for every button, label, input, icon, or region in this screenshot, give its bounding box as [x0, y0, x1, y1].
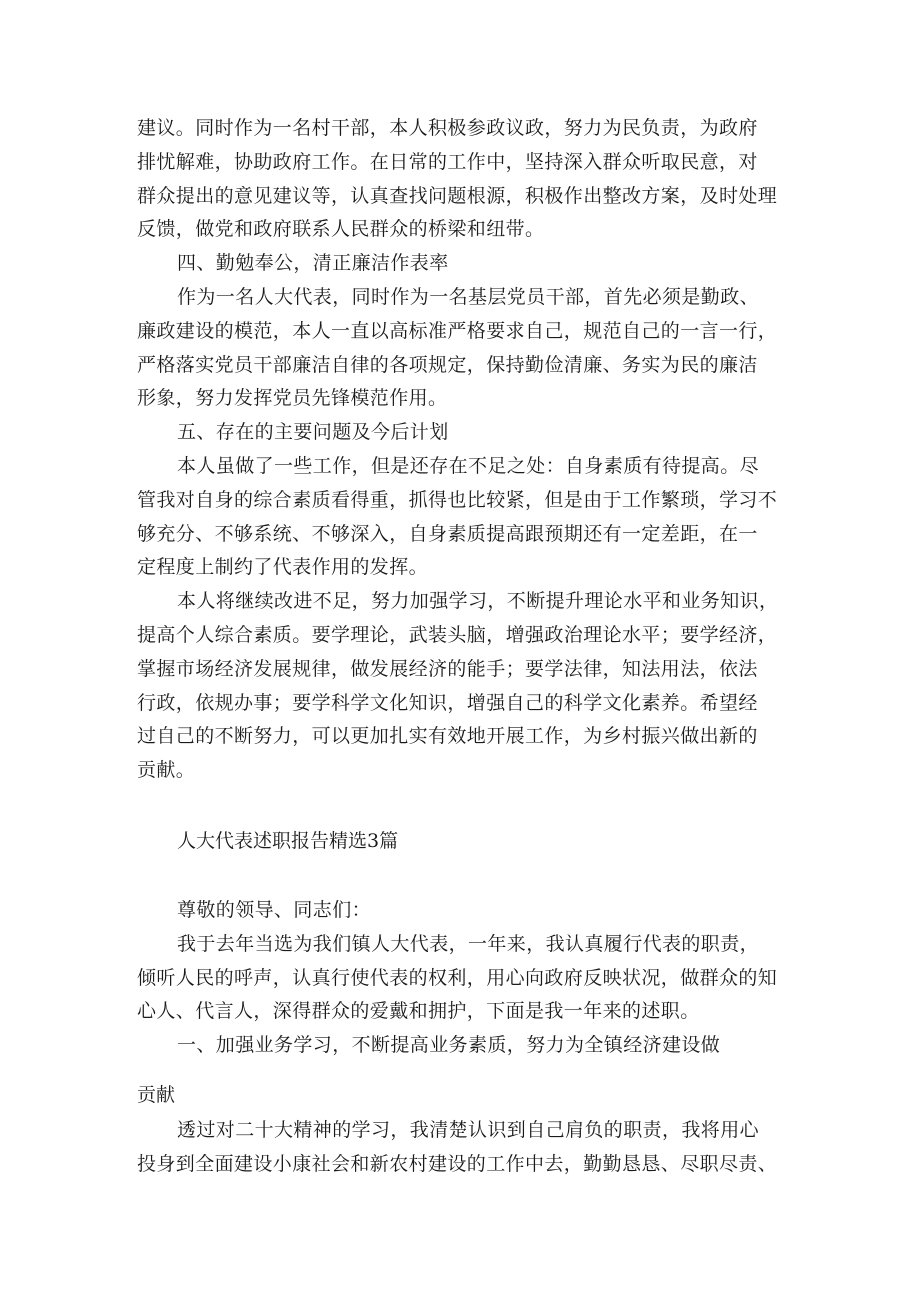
text-line: 严格落实党员干部廉洁自律的各项规定，保持勤俭清廉、务实为民的廉洁 [137, 353, 758, 376]
text-line: 掌握市场经济发展规律，做发展经济的能手；要学法律，知法用法，依法 [137, 657, 758, 680]
text-line: 本人虽做了一些工作，但是还存在不足之处：自身素质有待提高。尽 [177, 454, 760, 477]
paragraph-report [137, 894, 787, 1063]
text-line: 贡献。 [137, 759, 196, 782]
text-line: 我于去年当选为我们镇人大代表，一年来，我认真履行代表的职责， [177, 932, 760, 955]
section-heading-1: 一、加强业务学习，不断提高业务素质，努力为全镇经济建设做 [177, 1034, 721, 1057]
text-line: 过自己的不断努力，可以更加扎实有效地开展工作，为乡村振兴做出新的 [137, 725, 758, 748]
section-heading-4: 四、勤勉奉公，清正廉洁作表率 [177, 252, 449, 275]
text-line: 建议。同时作为一名村干部，本人积极参政议政，努力为民负责，为政府 [137, 117, 758, 139]
text-line: 定程度上制约了代表作用的发挥。 [137, 556, 429, 579]
text-line: 投身到全面建设小康社会和新农村建设的工作中去，勤勤恳恳、尽职尽责、 [137, 1152, 778, 1175]
text-line: 群众提出的意见建议等，认真查找问题根源，积极作出整改方案，及时处理 [137, 184, 778, 207]
section-heading-1-continued: 贡献 [137, 1084, 176, 1106]
text-line: 作为一名人大代表，同时作为一名基层党员干部，首先必须是勤政、 [177, 285, 760, 308]
section-heading-5: 五、存在的主要问题及今后计划 [177, 421, 449, 444]
text-line: 透过对二十大精神的学习，我清楚认识到自己肩负的职责，我将用心 [177, 1119, 760, 1141]
text-line: 行政，依规办事；要学科学文化知识，增强自己的科学文化素养。希望经 [137, 691, 758, 714]
paragraph-suggestions [137, 112, 787, 788]
text-line: 心人、代言人，深得群众的爱戴和拥护，下面是我一年来的述职。 [137, 1000, 700, 1023]
paragraph-study [137, 1114, 787, 1182]
text-line: 形象，努力发挥党员先锋模范作用。 [137, 387, 448, 410]
text-line: 倾听人民的呼声，认真行使代表的权利，用心向政府反映状况，做群众的知 [137, 966, 778, 989]
text-line: 管我对自身的综合素质看得重，抓得也比较紧，但是由于工作繁琐，学习不 [137, 488, 778, 511]
section-title: 人大代表述职报告精选3篇 [177, 830, 399, 852]
text-line: 排忧解难，协助政府工作。在日常的工作中，坚持深入群众听取民意，对 [137, 150, 758, 173]
text-line: 廉政建设的模范，本人一直以高标准严格要求自己，规范自己的一言一行， [137, 319, 778, 342]
salutation: 尊敬的领导、同志们： [177, 899, 372, 921]
text-line: 提高个人综合素质。要学理论，武装头脑，增强政治理论水平；要学经济， [137, 623, 778, 646]
text-line: 本人将继续改进不足，努力加强学习，不断提升理论水平和业务知识， [177, 590, 779, 613]
text-line: 反馈，做党和政府联系人民群众的桥梁和纽带。 [137, 218, 545, 241]
text-line: 够充分、不够系统、不够深入，自身素质提高跟预期还有一定差距，在一 [137, 522, 758, 545]
